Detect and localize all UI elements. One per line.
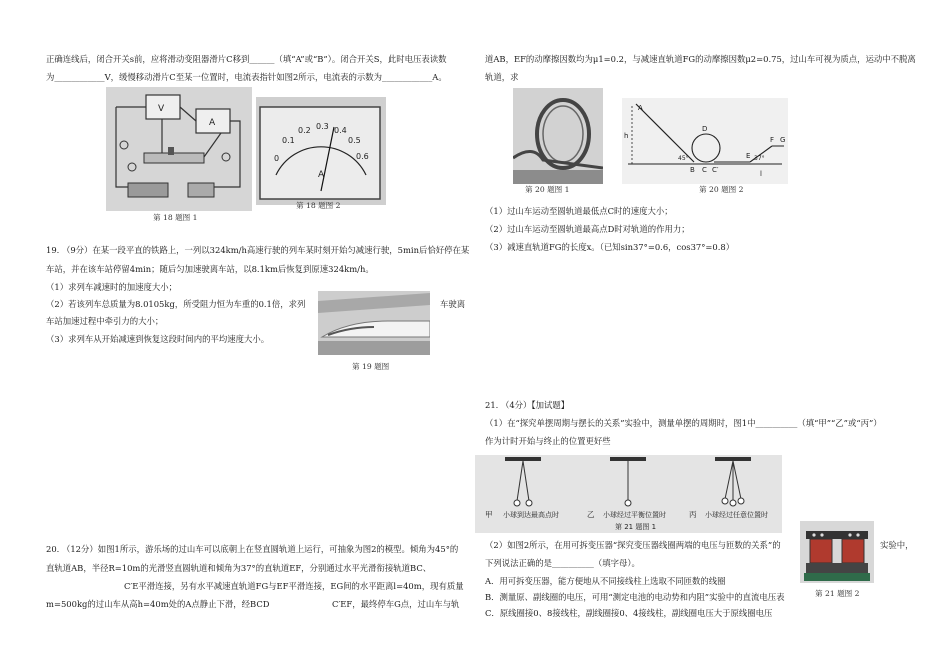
q21-figure-1	[475, 455, 782, 533]
diagram-label-37: 37°	[754, 155, 765, 162]
q20-sub3: （3）减速直轨道FG的长度x。（已知sin37°=0.6，cos37°=0.8）	[485, 242, 735, 252]
train-photo	[318, 291, 430, 355]
q18-figure-1	[106, 87, 252, 211]
meter-label-1: 0.1	[282, 136, 295, 145]
ammeter-dial	[256, 97, 386, 205]
q20-fig1-caption: 第 20 题图 1	[525, 185, 570, 194]
q21-figure-2	[800, 521, 874, 583]
meter-label-6: 0.6	[356, 152, 369, 161]
pend-label-jia: 甲	[485, 510, 493, 519]
diagram-label-G: G	[780, 136, 786, 144]
diagram-label-A: A	[638, 104, 643, 112]
pend-desc-yi: 小球经过平衡位置时	[603, 511, 666, 519]
pend-desc-bing: 小球经过任意位置时	[705, 511, 768, 519]
q18-figure-2	[256, 97, 386, 205]
roller-coaster-photo	[513, 88, 603, 184]
pend-label-bing: 丙	[689, 510, 697, 519]
q20-sub1: （1）过山车运动至圆轨道最低点C时的速度大小；	[485, 206, 673, 216]
q20-line1: 20. （12分）如图1所示，游乐场的过山车可以底朝上在竖直圆轨道上运行，可抽象为图2的模型。倾角为45°的	[46, 544, 459, 554]
q21-optC: C．原线圈接0、8接线柱，副线圈接0、4接线柱，副线圈电压大于原线圈电压	[485, 608, 773, 618]
q21-sub1b: 作为计时开始与终止的位置更好些	[485, 436, 611, 446]
diagram-label-C: C	[702, 166, 707, 174]
q21-sub1a: （1）在“探究单摆周期与摆长的关系”实验中，测量单摆的周期时，图1中__________（填“甲”“乙”或“丙”）	[485, 418, 882, 428]
q21-optB: B．测量原、副线圈的电压，可用“测定电池的电动势和内阻”实验中的直流电压表	[485, 592, 785, 602]
right-column	[475, 0, 950, 672]
diagram-label-B: B	[690, 166, 695, 174]
q18-line2: 为____________V，缓慢移动滑片C至某一位置时，电流表指针如图2所示，电流表的示数为____________A。	[46, 72, 447, 82]
q19-sub1: （1）求列车减速时的加速度大小；	[46, 282, 177, 292]
meter-label-2: 0.2	[298, 126, 311, 135]
diagram-label-C-prime: C′	[712, 166, 719, 174]
q20-sub2: （2）过山车运动至圆轨道最高点D时对轨道的作用力；	[485, 224, 690, 234]
svg-text:V: V	[158, 104, 165, 114]
q20-figure-1	[513, 88, 603, 184]
q21-sub2b: 实验中，	[880, 540, 914, 550]
meter-label-unit: A	[318, 170, 325, 180]
q19-line2: 车站，并在该车站停留4min；随后匀加速驶离车站，以8.1km后恢复到原速324km/h。	[46, 264, 374, 274]
q21-fig1-caption: 第 21 题图 1	[615, 523, 657, 531]
transformer-photo	[800, 521, 874, 583]
diagram-label-F: F	[770, 136, 775, 144]
q19-line1: 19. （9分）在某一段平直的铁路上，一列以324km/h高速行驶的列车某时刻开始匀减速行驶，5min后恰好停在某	[46, 245, 470, 255]
diagram-label-E: E	[746, 152, 751, 160]
meter-label-0: 0	[274, 154, 280, 163]
q19-fig-caption: 第 19 题图	[352, 362, 390, 371]
q20-cont-line2: 轨道，求	[485, 72, 519, 82]
diagram-label-h: h	[624, 132, 629, 140]
diagram-label-l: l	[760, 170, 762, 178]
meter-label-5: 0.5	[348, 136, 361, 145]
q19-sub2a: （2）若该列车总质量为8.0105kg，所受阻力恒为车重的0.1倍，求列	[46, 299, 306, 309]
q19-sub2b: 车驶离	[440, 299, 466, 309]
q21-head: 21. （4分）【加试题】	[485, 400, 570, 410]
q20-line2: 直轨道AB，半径R=10m的光滑竖直圆轨道和倾角为37°的直轨道EF，分别通过水平光滑衔接轨道BC、	[46, 563, 432, 573]
svg-text:A: A	[209, 118, 216, 128]
pend-label-yi: 乙	[587, 510, 595, 519]
diagram-label-45: 45°	[678, 155, 689, 162]
q21-sub2c: 下列说法正确的是__________（填字母）。	[485, 558, 640, 568]
diagram-label-D: D	[702, 125, 708, 133]
q20-line4a: m=500kg的过山车从高h=40m处的A点静止下滑，经BCD	[46, 599, 270, 609]
q18-line1: 正确连线后，闭合开关s前，应将滑动变阻器滑片C移到______（填“A”或“B”）。闭合开关S，此时电压表读数	[46, 54, 447, 64]
q20-figure-2	[622, 98, 788, 184]
circuit-photo	[106, 87, 252, 211]
q19-sub2c: 车站加速过程中牵引力的大小；	[46, 316, 164, 326]
q21-optA: A．用可拆变压器，能方便地从不同接线柱上选取不同匝数的线圈	[485, 576, 726, 586]
pendulum-figure	[475, 455, 782, 533]
q20-line3: C′E平滑连接，另有水平减速直轨道FG与EF平滑连接，EG间的水平距离l=40m，现有质量	[124, 581, 464, 591]
q21-fig2-caption: 第 21 题图 2	[815, 589, 860, 598]
q19-sub3: （3）求列车从开始减速到恢复这段时间内的平均速度大小。	[46, 334, 270, 344]
pend-desc-jia: 小球到达最高点时	[503, 511, 559, 519]
meter-label-4: 0.4	[334, 126, 347, 135]
q20-fig2-caption: 第 20 题图 2	[699, 185, 744, 194]
q18-fig2-caption: 第 18 题图 2	[296, 201, 341, 210]
q20-line4b: C′EF，最终停车G点，过山车与轨	[332, 599, 460, 609]
q20-cont-line1: 道AB，EF的动摩擦因数均为μ1=0.2，与减速直轨道FG的动摩擦因数μ2=0.75，过山车可视为质点，运动中不脱离	[485, 54, 916, 64]
q19-figure	[318, 291, 430, 355]
track-diagram	[622, 98, 788, 184]
q21-sub2a: （2）如图2所示，在用可拆变压器“探究变压器线圈两端的电压与匝数的关系”的	[485, 540, 781, 550]
q18-fig1-caption: 第 18 题图 1	[153, 213, 198, 222]
meter-label-3: 0.3	[316, 122, 329, 131]
